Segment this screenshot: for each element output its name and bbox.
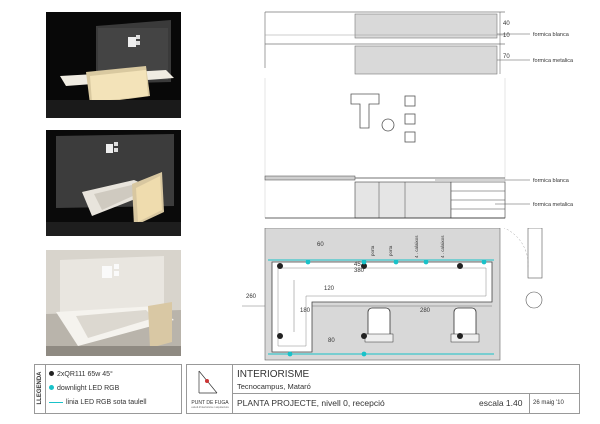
render-view-2 bbox=[46, 130, 181, 236]
plan-tag-2: porta bbox=[388, 245, 393, 256]
render-view-3 bbox=[46, 250, 181, 356]
legend-item-1 bbox=[49, 371, 113, 378]
render-1-image bbox=[46, 12, 181, 118]
legend-item-3-text: linia LED RGB sota taulell bbox=[66, 399, 147, 406]
plan-dim-80: 80 bbox=[328, 338, 335, 344]
legend-item-1-text: 2xQR111 65w 45° bbox=[57, 371, 113, 378]
legend-block bbox=[34, 364, 182, 414]
plan-dim-60: 60 bbox=[317, 242, 324, 248]
plan-tag-3: 4 . calaixos bbox=[414, 235, 419, 258]
drawing-date: 26 maig '10 bbox=[533, 400, 564, 406]
sheet-title: PLANTA PROJECTE, nivell 0, recepció bbox=[237, 398, 385, 408]
drawing-scale: escala 1.40 bbox=[479, 398, 523, 408]
plan-dim-260: 260 bbox=[246, 294, 257, 300]
logo-block bbox=[186, 364, 234, 414]
legend-item-2-text: downlight LED RGB bbox=[57, 385, 120, 392]
plan-dim-380: 380 bbox=[354, 268, 365, 274]
render-3-image bbox=[46, 250, 181, 356]
material-label-top-b: formica metalica bbox=[533, 58, 574, 64]
plan-tag-4: 4 . calaixos bbox=[440, 235, 445, 258]
title-block bbox=[232, 364, 580, 414]
title-divider bbox=[233, 393, 579, 394]
floor-plan-drawing bbox=[232, 228, 572, 364]
plan-dim-280: 280 bbox=[420, 308, 431, 314]
plan-tag-1: porta bbox=[370, 245, 375, 256]
material-label-mid-b: formica metalica bbox=[533, 202, 574, 208]
legend-item-2 bbox=[49, 385, 119, 392]
legend-title: LLEGENDA bbox=[37, 371, 43, 405]
spot-light-icon bbox=[49, 371, 54, 376]
material-label-top-a: formica blanca bbox=[533, 32, 569, 38]
dim-40: 40 bbox=[503, 21, 510, 27]
project-title: INTERIORISME bbox=[237, 369, 310, 380]
elevation-drawing bbox=[255, 8, 600, 228]
plan-dim-120: 120 bbox=[324, 286, 335, 292]
logo-subtext: estudi d'interiorisme i arquitectura bbox=[191, 406, 229, 409]
plan-dim-45: 45 bbox=[354, 262, 361, 268]
punt-de-fuga-logo-icon bbox=[187, 365, 233, 401]
logo-text: PUNT DE FUGA bbox=[191, 400, 229, 406]
legend-title-strip bbox=[35, 365, 46, 413]
dim-10: 10 bbox=[503, 33, 510, 39]
downlight-icon bbox=[49, 385, 54, 390]
date-divider bbox=[529, 393, 530, 413]
logo-symbol bbox=[351, 94, 415, 142]
plan-dim-180: 180 bbox=[300, 308, 311, 314]
dim-70: 70 bbox=[503, 54, 510, 60]
render-2-image bbox=[46, 130, 181, 236]
led-strip-icon bbox=[49, 402, 63, 403]
legend-item-3 bbox=[49, 399, 147, 406]
render-view-1 bbox=[46, 12, 181, 118]
project-location: Tecnocampus, Mataró bbox=[237, 382, 311, 391]
material-label-mid-a: formica blanca bbox=[533, 178, 569, 184]
